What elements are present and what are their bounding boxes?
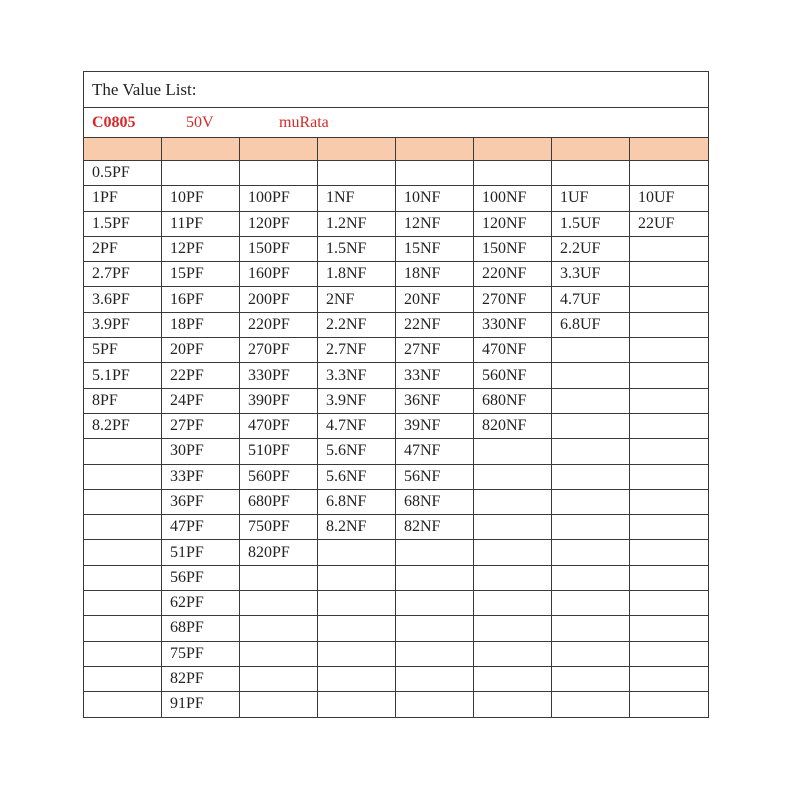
value-cell: 680PF — [240, 489, 318, 514]
value-cell: 8.2PF — [84, 413, 162, 438]
value-cell — [552, 363, 630, 388]
voltage-rating: 50V — [186, 113, 214, 131]
value-cell — [396, 540, 474, 565]
table-row — [84, 616, 709, 641]
table-row — [84, 388, 709, 413]
value-cell — [552, 489, 630, 514]
value-cell: 24PF — [162, 388, 240, 413]
value-cell — [630, 338, 709, 363]
manufacturer: muRata — [279, 113, 329, 131]
value-cell — [474, 515, 552, 540]
band-cell — [240, 138, 318, 161]
value-cell — [630, 692, 709, 717]
value-cell — [630, 262, 709, 287]
value-cell: 150NF — [474, 236, 552, 261]
table-row — [84, 211, 709, 236]
value-cell: 10NF — [396, 186, 474, 211]
value-cell: 3.3NF — [318, 363, 396, 388]
value-cell: 47PF — [162, 515, 240, 540]
value-cell — [84, 641, 162, 666]
value-cell — [396, 161, 474, 186]
table-title: The Value List: — [84, 72, 709, 108]
table-row — [84, 413, 709, 438]
table-row — [84, 692, 709, 717]
value-cell — [552, 388, 630, 413]
value-cell: 220NF — [474, 262, 552, 287]
value-cell: 27NF — [396, 338, 474, 363]
value-cell: 10PF — [162, 186, 240, 211]
value-cell: 36NF — [396, 388, 474, 413]
value-cell — [240, 641, 318, 666]
value-cell: 30PF — [162, 439, 240, 464]
value-cell: 680NF — [474, 388, 552, 413]
value-cell — [552, 565, 630, 590]
value-cell: 15NF — [396, 236, 474, 261]
value-cell: 390PF — [240, 388, 318, 413]
table-row — [84, 363, 709, 388]
value-cell — [630, 666, 709, 691]
value-cell — [630, 287, 709, 312]
value-cell — [630, 464, 709, 489]
value-cell — [552, 439, 630, 464]
value-cell — [474, 439, 552, 464]
value-cell — [630, 439, 709, 464]
value-cell: 100NF — [474, 186, 552, 211]
value-cell — [552, 616, 630, 641]
value-cell: 820PF — [240, 540, 318, 565]
value-cell: 10UF — [630, 186, 709, 211]
value-cell — [396, 565, 474, 590]
value-cell — [396, 666, 474, 691]
value-cell: 1.8NF — [318, 262, 396, 287]
table-row — [84, 565, 709, 590]
value-cell: 1.5PF — [84, 211, 162, 236]
value-cell: 75PF — [162, 641, 240, 666]
value-cell: 22PF — [162, 363, 240, 388]
value-cell: 18NF — [396, 262, 474, 287]
value-cell: 120PF — [240, 211, 318, 236]
value-cell: 20NF — [396, 287, 474, 312]
table-row — [84, 312, 709, 337]
value-cell: 5PF — [84, 338, 162, 363]
value-cell — [630, 641, 709, 666]
value-cell: 4.7NF — [318, 413, 396, 438]
table-row — [84, 236, 709, 261]
value-cell: 68PF — [162, 616, 240, 641]
title-row — [84, 72, 709, 108]
value-cell: 82NF — [396, 515, 474, 540]
value-cell — [84, 565, 162, 590]
value-cell: 27PF — [162, 413, 240, 438]
value-cell: 1.5NF — [318, 236, 396, 261]
value-cell: 750PF — [240, 515, 318, 540]
value-cell: 2.7NF — [318, 338, 396, 363]
value-cell — [552, 591, 630, 616]
value-cell: 33PF — [162, 464, 240, 489]
value-cell: 8PF — [84, 388, 162, 413]
value-cell: 220PF — [240, 312, 318, 337]
value-cell: 100PF — [240, 186, 318, 211]
value-cell — [318, 591, 396, 616]
table-row — [84, 641, 709, 666]
value-cell: 36PF — [162, 489, 240, 514]
value-cell: 22NF — [396, 312, 474, 337]
table-row — [84, 161, 709, 186]
value-cell — [318, 666, 396, 691]
value-cell: 11PF — [162, 211, 240, 236]
value-cell: 2PF — [84, 236, 162, 261]
value-cell — [240, 591, 318, 616]
value-cell — [474, 591, 552, 616]
value-cell: 2NF — [318, 287, 396, 312]
value-cell: 0.5PF — [84, 161, 162, 186]
value-cell — [474, 565, 552, 590]
value-cell: 22UF — [630, 211, 709, 236]
value-cell: 8.2NF — [318, 515, 396, 540]
value-cell: 120NF — [474, 211, 552, 236]
value-cell: 470PF — [240, 413, 318, 438]
value-cell: 12PF — [162, 236, 240, 261]
header-band — [84, 138, 709, 161]
value-cell: 160PF — [240, 262, 318, 287]
value-cell — [318, 161, 396, 186]
value-cell: 6.8NF — [318, 489, 396, 514]
value-cell — [552, 161, 630, 186]
value-cell: 5.6NF — [318, 464, 396, 489]
value-cell — [318, 540, 396, 565]
value-cell — [474, 666, 552, 691]
value-cell — [630, 236, 709, 261]
value-cell — [84, 591, 162, 616]
value-cell — [552, 666, 630, 691]
value-cell: 1NF — [318, 186, 396, 211]
value-cell: 330NF — [474, 312, 552, 337]
value-cell: 2.2NF — [318, 312, 396, 337]
value-cell: 4.7UF — [552, 287, 630, 312]
value-cell — [318, 692, 396, 717]
value-cell — [474, 540, 552, 565]
value-cell: 3.9PF — [84, 312, 162, 337]
value-cell — [552, 464, 630, 489]
value-cell — [630, 161, 709, 186]
value-cell — [630, 591, 709, 616]
value-cell: 3.9NF — [318, 388, 396, 413]
value-cell — [630, 413, 709, 438]
value-cell — [240, 616, 318, 641]
value-cell: 330PF — [240, 363, 318, 388]
value-cell — [630, 616, 709, 641]
table-row — [84, 489, 709, 514]
value-cell: 18PF — [162, 312, 240, 337]
value-cell: 1.2NF — [318, 211, 396, 236]
value-list-table — [83, 71, 709, 718]
value-cell: 2.7PF — [84, 262, 162, 287]
value-cell: 82PF — [162, 666, 240, 691]
band-cell — [318, 138, 396, 161]
value-cell — [474, 489, 552, 514]
value-cell — [84, 489, 162, 514]
value-cell: 270PF — [240, 338, 318, 363]
value-cell — [84, 464, 162, 489]
value-cell — [552, 515, 630, 540]
table-row — [84, 515, 709, 540]
value-cell — [552, 540, 630, 565]
value-cell — [396, 616, 474, 641]
value-cell: 68NF — [396, 489, 474, 514]
value-cell — [84, 692, 162, 717]
value-cell — [630, 540, 709, 565]
value-cell: 15PF — [162, 262, 240, 287]
value-cell — [396, 641, 474, 666]
band-cell — [84, 138, 162, 161]
value-cell — [318, 565, 396, 590]
value-cell: 33NF — [396, 363, 474, 388]
value-cell: 470NF — [474, 338, 552, 363]
info-cell — [84, 108, 709, 138]
value-cell — [162, 161, 240, 186]
table-row — [84, 439, 709, 464]
value-cell — [240, 565, 318, 590]
value-cell — [84, 616, 162, 641]
value-cell — [474, 616, 552, 641]
value-cell: 39NF — [396, 413, 474, 438]
value-cell: 47NF — [396, 439, 474, 464]
value-cell — [630, 565, 709, 590]
value-cell: 62PF — [162, 591, 240, 616]
value-cell: 510PF — [240, 439, 318, 464]
value-cell: 16PF — [162, 287, 240, 312]
value-cell — [630, 388, 709, 413]
table-row — [84, 591, 709, 616]
value-cell — [474, 692, 552, 717]
info-row — [84, 108, 709, 138]
value-cell — [240, 161, 318, 186]
band-cell — [396, 138, 474, 161]
value-cell — [630, 312, 709, 337]
value-cell: 5.6NF — [318, 439, 396, 464]
value-cell — [396, 692, 474, 717]
value-cell — [552, 413, 630, 438]
value-cell: 3.6PF — [84, 287, 162, 312]
table-row — [84, 262, 709, 287]
value-cell — [474, 161, 552, 186]
value-cell: 6.8UF — [552, 312, 630, 337]
value-cell: 51PF — [162, 540, 240, 565]
value-cell — [552, 641, 630, 666]
value-cell: 3.3UF — [552, 262, 630, 287]
value-cell — [84, 540, 162, 565]
value-cell — [84, 439, 162, 464]
value-cell: 1.5UF — [552, 211, 630, 236]
value-cell: 12NF — [396, 211, 474, 236]
value-cell: 5.1PF — [84, 363, 162, 388]
value-cell: 2.2UF — [552, 236, 630, 261]
value-cell: 1PF — [84, 186, 162, 211]
part-number: C0805 — [92, 113, 136, 131]
value-cell: 560PF — [240, 464, 318, 489]
value-cell: 150PF — [240, 236, 318, 261]
value-cell: 20PF — [162, 338, 240, 363]
value-cell: 820NF — [474, 413, 552, 438]
value-cell: 270NF — [474, 287, 552, 312]
value-cell — [240, 692, 318, 717]
value-cell — [84, 515, 162, 540]
value-cell — [84, 666, 162, 691]
value-cell — [318, 616, 396, 641]
table-row — [84, 186, 709, 211]
value-cell: 200PF — [240, 287, 318, 312]
value-cell: 56NF — [396, 464, 474, 489]
value-cell: 91PF — [162, 692, 240, 717]
value-cell: 560NF — [474, 363, 552, 388]
value-cell — [474, 464, 552, 489]
table-row — [84, 540, 709, 565]
value-cell — [552, 692, 630, 717]
band-cell — [474, 138, 552, 161]
value-cell: 56PF — [162, 565, 240, 590]
value-cell — [240, 666, 318, 691]
band-cell — [162, 138, 240, 161]
table-row — [84, 666, 709, 691]
value-cell — [474, 641, 552, 666]
table-row — [84, 464, 709, 489]
table-row — [84, 338, 709, 363]
value-cell: 1UF — [552, 186, 630, 211]
band-cell — [630, 138, 709, 161]
value-cell — [630, 515, 709, 540]
value-cell — [552, 338, 630, 363]
band-cell — [552, 138, 630, 161]
table-row — [84, 287, 709, 312]
value-cell — [318, 641, 396, 666]
value-cell — [630, 489, 709, 514]
value-cell — [396, 591, 474, 616]
value-cell — [630, 363, 709, 388]
